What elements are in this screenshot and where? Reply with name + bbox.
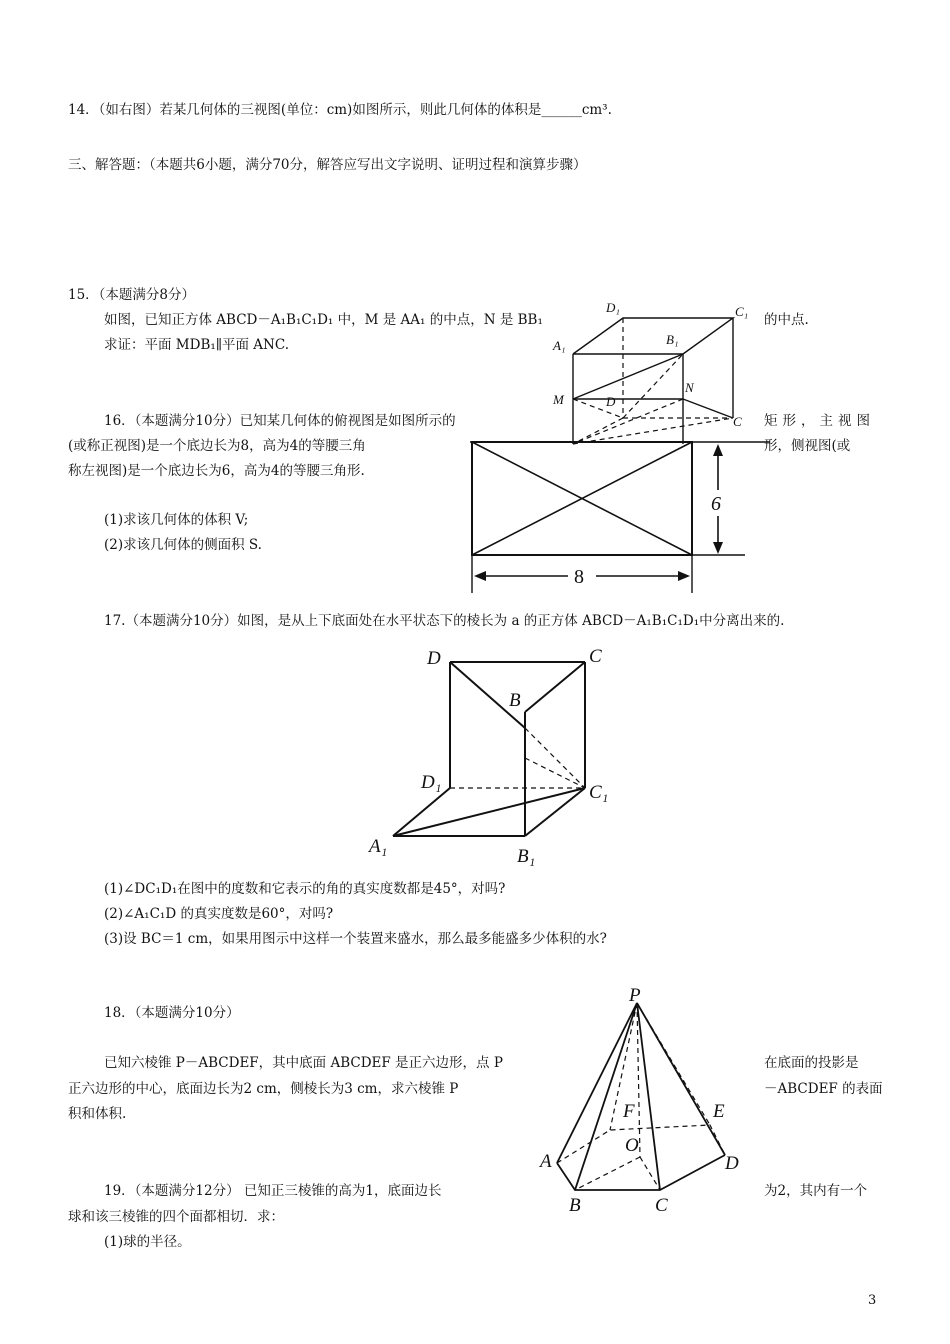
- q15-cube-figure: [548, 296, 758, 446]
- q16-sub1: (1)求该几何体的体积 V;: [104, 512, 249, 528]
- q16-line2b: 形，侧视图(或: [764, 438, 851, 454]
- q17-dash-mid: [525, 758, 585, 788]
- label-c: C: [733, 414, 742, 429]
- q18-line1a: 已知六棱锥 P－ABCDEF，其中底面 ABCDEF 是正六边形，点 P: [104, 1055, 503, 1071]
- q18-title: 18．（本题满分10分）: [104, 1005, 240, 1021]
- q17-label-d1: D₁: [421, 772, 442, 793]
- q19-sub1: (1)球的半径。: [104, 1234, 191, 1250]
- q16-line1a: 16．（本题满分10分）已知某几何体的俯视图是如图所示的: [104, 413, 456, 429]
- q19-line1a: 19．（本题满分12分） 已知正三棱锥的高为1，底面边长: [104, 1183, 442, 1199]
- line-md: [573, 399, 623, 418]
- label-d: D: [606, 394, 616, 409]
- q17-label-c: C: [589, 646, 602, 667]
- label-n: N: [685, 380, 694, 395]
- q18-edge-pd: [637, 1003, 725, 1155]
- q17-dash-bc1: [525, 728, 585, 788]
- section-heading: 三、解答题：（本题共6小题，满分70分，解答应写出文字说明、证明过程和演算步骤）: [68, 157, 587, 173]
- q18-base-front: [557, 1155, 725, 1190]
- q16-width-arrowhead-right: [678, 571, 690, 581]
- q16-sub2: (2)求该几何体的侧面积 S.: [104, 537, 262, 553]
- q16-topview-figure: [440, 438, 780, 598]
- q16-height-arrowhead-bottom: [713, 542, 723, 554]
- q18-line1b: 在底面的投影是: [764, 1055, 859, 1071]
- label-d1: D₁: [606, 300, 620, 315]
- q18-label-d: D: [725, 1153, 739, 1174]
- q19-line2: 球和该三棱锥的四个面都相切．求：: [68, 1209, 284, 1225]
- q18-line2b: －ABCDEF 的表面: [764, 1081, 883, 1097]
- q18-line2a: 正六边形的中心，底面边长为2 cm，侧棱长为3 cm，求六棱锥 P: [68, 1081, 459, 1097]
- q15-line1a: 如图，已知正方体 ABCD－A₁B₁C₁D₁ 中，M 是 AA₁ 的中点，N 是 BB₁: [104, 312, 543, 328]
- q18-pyramid-figure: [535, 985, 750, 1215]
- q16-width-label: 8: [574, 566, 584, 588]
- q18-label-a: A: [540, 1151, 552, 1172]
- q17-line1: 17.（本题满分10分）如图，是从上下底面处在水平状态下的棱长为 a 的正方体 ABCD－A₁B₁C₁D₁中分离出来的.: [104, 613, 785, 629]
- q19-line1b: 为2，其内有一个: [764, 1183, 868, 1199]
- q16-width-arrowhead-left: [474, 571, 486, 581]
- q14-text: 14．（如右图）若某几何体的三视图(单位：cm)如图所示，则此几何体的体积是______cm³.: [68, 102, 612, 118]
- q15-title: 15．（本题满分8分）: [68, 287, 196, 303]
- label-a1: A₁: [553, 338, 566, 353]
- label-m: M: [553, 392, 564, 407]
- q18-label-f: F: [623, 1101, 635, 1122]
- q18-edge-pb: [575, 1003, 637, 1190]
- line-db1: [623, 354, 683, 418]
- q15-line2: 求证：平面 MDB₁∥平面 ANC.: [104, 337, 289, 353]
- q16-line2a: (或称正视图)是一个底边长为8，高为4的等腰三角: [68, 438, 366, 454]
- page-number: 3: [868, 1293, 877, 1308]
- q18-edge-pc: [637, 1003, 660, 1190]
- cube-top-face: [573, 318, 733, 354]
- q18-label-p: P: [629, 985, 641, 1006]
- q17-sub1: (1)∠DC₁D₁在图中的度数和它表示的角的真实度数都是45°，对吗?: [104, 881, 506, 897]
- q15-line1b: 的中点.: [764, 312, 809, 328]
- q18-label-e: E: [713, 1101, 725, 1122]
- q17-label-a1: A₁: [369, 836, 388, 857]
- q17-label-d: D: [427, 648, 441, 669]
- q17-sub3: (3)设 BC＝1 cm，如果用图示中这样一个装置来盛水，那么最多能盛多少体积的水?: [104, 931, 607, 947]
- q16-height-arrowhead-top: [713, 444, 723, 456]
- q18-base-back: [557, 1125, 725, 1163]
- q17-figure: [365, 640, 625, 875]
- line-mb1: [573, 354, 683, 399]
- q18-label-b: B: [569, 1195, 581, 1215]
- q17-edge-cb: [525, 662, 585, 712]
- q16-line3: 称左视图)是一个底边长为6，高为4的等腰三角形.: [68, 463, 365, 479]
- q18-label-c: C: [655, 1195, 668, 1215]
- q16-line1b: 矩形，主视图: [764, 413, 875, 429]
- q18-line3: 积和体积.: [68, 1106, 127, 1122]
- label-c1: C₁: [735, 304, 749, 319]
- q16-height-label: 6: [711, 493, 721, 515]
- q18-edge-pe: [637, 1003, 710, 1125]
- label-b1: B₁: [666, 332, 679, 347]
- q17-sub2: (2)∠A₁C₁D 的真实度数是60°，对吗?: [104, 906, 334, 922]
- q17-label-c1: C₁: [589, 782, 609, 803]
- q17-label-b: B: [509, 690, 521, 711]
- q18-label-o: O: [625, 1135, 639, 1156]
- line-nc: [683, 399, 733, 418]
- q17-label-b1: B₁: [517, 846, 536, 867]
